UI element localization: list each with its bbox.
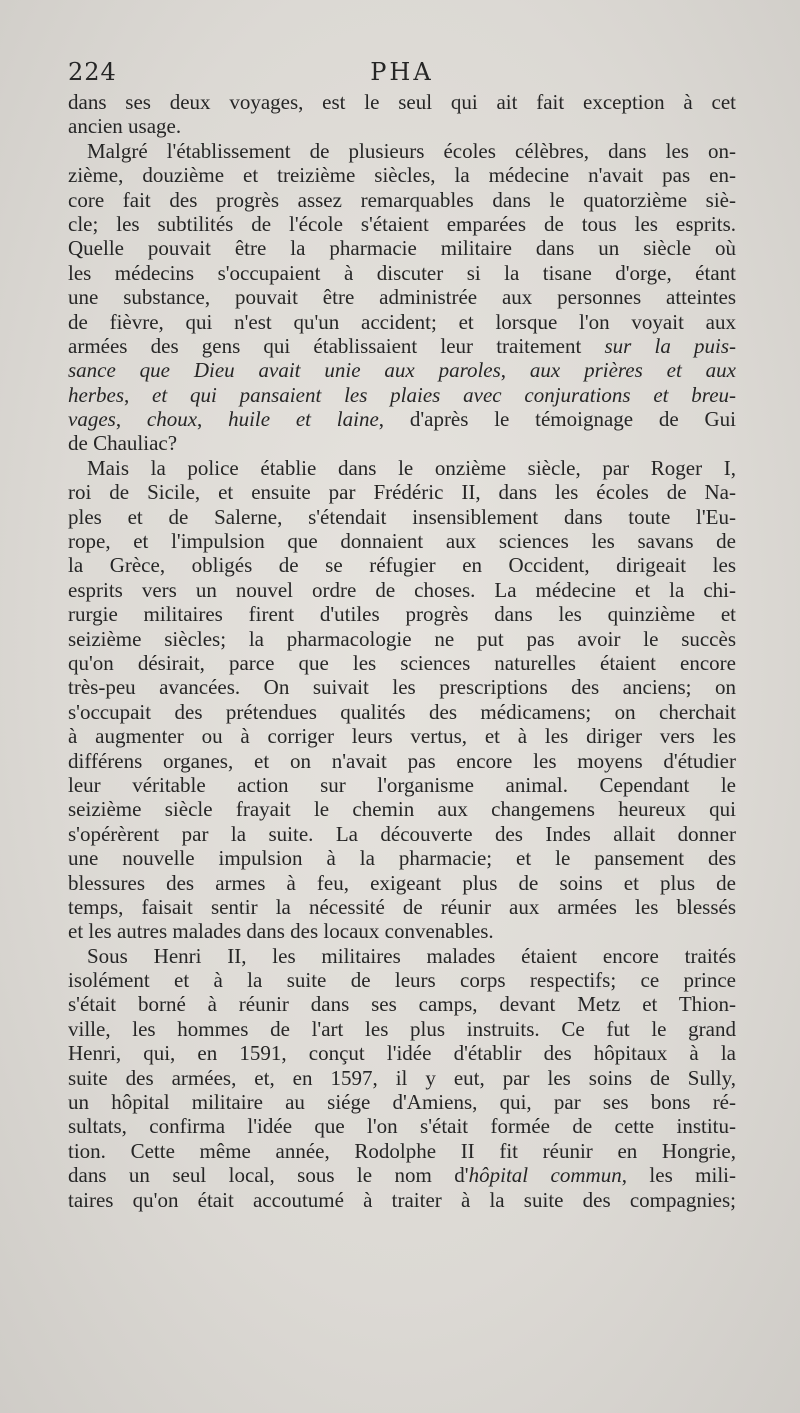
text-line: seizième siècles; la pharmacologie ne put pas avoir le succès: [68, 626, 736, 651]
text-line: les médecins s'occupaient à discuter si la tisane d'orge, étant: [68, 260, 736, 285]
text-line: s'opérèrent par la suite. La découverte des Indes allait donner: [68, 821, 736, 846]
text-line: qu'on désirait, parce que les sciences naturelles étaient encore: [68, 650, 736, 675]
text-line: tion. Cette même année, Rodolphe II fit réunir en Hongrie,: [68, 1138, 736, 1163]
text-line: ville, les hommes de l'art les plus instruits. Ce fut le grand: [68, 1016, 736, 1041]
text-line: [68, 1163, 736, 1187]
text-line: roi de Sicile, et ensuite par Frédéric II, dans les écoles de Na-: [68, 480, 736, 505]
text-line: très-peu avancées. On suivait les prescriptions des anciens; on: [68, 675, 736, 700]
page-number: 224: [68, 58, 117, 86]
text-line: à augmenter ou à corriger leurs vertus, et à les diriger vers les: [68, 724, 736, 749]
text-line: taires qu'on était accoutumé à traiter à la suite des compagnies;: [68, 1187, 736, 1212]
italic-text: choux: [146, 407, 198, 432]
text-line: sultats, confirma l'idée que l'on s'était formée de cette institu-: [68, 1114, 736, 1139]
text-segment: ,: [115, 407, 147, 432]
text-line: core fait des progrès assez remarquables dans le quatorzième siè-: [68, 187, 736, 212]
text-line: esprits vers un nouvel ordre de choses. La médecine et la chi-: [68, 577, 736, 602]
running-head: PHA: [370, 58, 434, 86]
text-line: Mais la police établie dans le onzième siècle, par Roger I,: [87, 455, 736, 480]
text-line: dans ses deux voyages, est le seul qui ait fait exception à cet: [68, 90, 736, 114]
text-line: la Grèce, obligés de se réfugier en Occident, dirigeait les: [68, 553, 736, 578]
text-line: [68, 383, 736, 407]
italic-text: hôpital commun: [468, 1163, 622, 1188]
page-header: [68, 58, 736, 92]
text-line: Malgré l'établissement de plusieurs écoles célèbres, dans les on-: [87, 138, 736, 163]
italic-text: sur la puis-: [604, 333, 736, 358]
text-line: zième, douzième et treizième siècles, la médecine n'avait pas en-: [68, 163, 736, 188]
text-segment: dans un seul local, sous le nom d': [68, 1163, 469, 1188]
text-line: suite des armées, et, en 1597, il y eut, par les soins de Sully,: [68, 1065, 736, 1090]
text-segment: , d'après le témoignage de Gui: [378, 407, 737, 432]
body-text: [68, 90, 736, 1212]
text-line: ples et de Salerne, s'étendait insensiblement dans toute l'Eu-: [68, 504, 736, 529]
italic-text: aux prières et aux: [529, 358, 736, 383]
text-line: isolément et à la suite de leurs corps respectifs; ce prince: [68, 968, 736, 993]
text-line: blessures des armes à feu, exigeant plus de soins et plus de: [68, 870, 736, 895]
italic-text: sance que Dieu avait unie aux paroles: [68, 358, 501, 383]
text-line: ancien usage.: [68, 114, 182, 139]
text-line: et les autres malades dans des locaux convenables.: [68, 919, 494, 944]
italic-text: et qui pansaient les plaies avec conjurations et breu-: [152, 382, 737, 407]
text-segment: , les mili-: [621, 1163, 737, 1188]
text-segment: ,: [124, 382, 153, 407]
text-line: seizième siècle frayait le chemin aux changemens heureux qui: [68, 797, 736, 822]
text-line: Sous Henri II, les militaires malades étaient encore traités: [87, 943, 736, 968]
text-line: temps, faisait sentir la nécessité de réunir aux armées les blessés: [68, 894, 736, 919]
italic-text: vages: [68, 407, 116, 432]
text-line: s'était borné à réunir dans ses camps, devant Metz et Thion-: [68, 992, 736, 1017]
text-segment: ,: [197, 407, 229, 432]
text-line: rurgie militaires firent d'utiles progrès dans les quinzième et: [68, 602, 736, 627]
text-line: Henri, qui, en 1591, conçut l'idée d'établir des hôpitaux à la: [68, 1041, 736, 1066]
text-line: une nouvelle impulsion à la pharmacie; et le pansement des: [68, 846, 736, 871]
text-segment: armées des gens qui établissaient leur traitement: [68, 333, 605, 358]
text-line: de Chauliac?: [68, 431, 178, 456]
text-line: de fièvre, qui n'est qu'un accident; et lorsque l'on voyait aux: [68, 309, 736, 334]
text-line: s'occupait des prétendues qualités des médicamens; on cherchait: [68, 699, 736, 724]
text-line: cle; les subtilités de l'école s'étaient emparées de tous les esprits.: [68, 211, 736, 236]
text-segment: ,: [500, 358, 530, 383]
text-line: [68, 358, 736, 382]
text-line: une substance, pouvait être administrée aux personnes atteintes: [68, 285, 736, 310]
italic-text: herbes: [68, 382, 124, 407]
text-line: différens organes, et on n'avait pas encore les moyens d'étudier: [68, 748, 736, 773]
text-line: [68, 407, 736, 431]
text-line: un hôpital militaire au siége d'Amiens, qui, par ses bons ré-: [68, 1090, 736, 1115]
text-line: [68, 334, 736, 358]
text-line: Quelle pouvait être la pharmacie militaire dans un siècle où: [68, 236, 736, 261]
italic-text: huile et laine: [228, 407, 379, 432]
text-line: leur véritable action sur l'organisme animal. Cependant le: [68, 772, 736, 797]
text-line: rope, et l'impulsion que donnaient aux sciences les savans de: [68, 529, 736, 554]
